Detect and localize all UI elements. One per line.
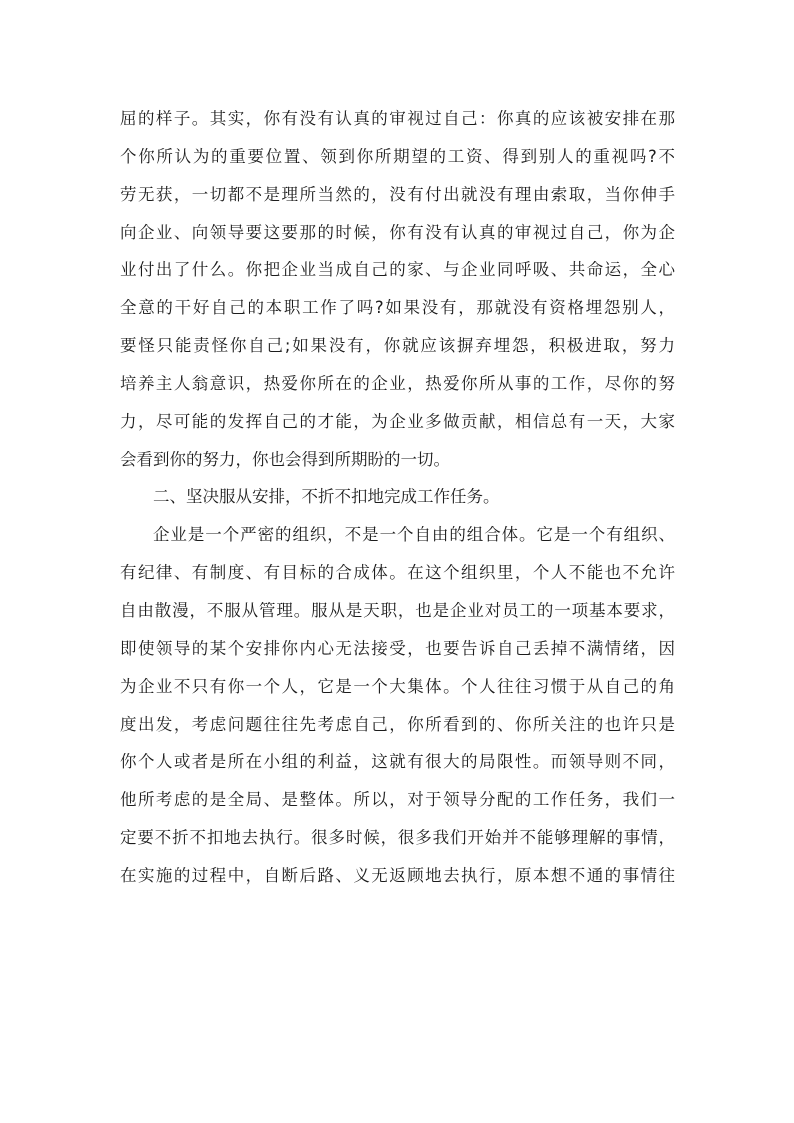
paragraph-1-line: 力，尽可能的发挥自己的才能，为企业多做贡献，相信总有一天，大家	[120, 411, 675, 431]
paragraph-2-line: 你个人或者是所在小组的利益，这就有很大的局限性。而领导则不同，	[120, 752, 675, 772]
paragraph-2-line: 自由散漫，不服从管理。服从是天职，也是企业对员工的一项基本要求，	[120, 600, 675, 620]
paragraph-1-line: 业付出了什么。你把企业当成自己的家、与企业同呼吸、共命运，全心	[120, 260, 675, 280]
paragraph-2-line: 定要不折不扣地去执行。很多时候，很多我们开始并不能够理解的事情，	[120, 828, 675, 848]
paragraph-2-line: 他所考虑的是全局、是整体。所以，对于领导分配的工作任务，我们一	[120, 790, 675, 810]
paragraph-1-line: 会看到你的努力，你也会得到所期盼的一切。	[120, 449, 450, 469]
paragraph-1-line: 向企业、向领导要这要那的时候，你有没有认真的审视过自己，你为企	[120, 222, 675, 242]
paragraph-1-line: 全意的干好自己的本职工作了吗?如果没有，那就没有资格埋怨别人，	[120, 298, 675, 318]
paragraph-2-line: 为企业不只有你一个人，它是一个大集体。个人往往习惯于从自己的角	[120, 676, 675, 696]
paragraph-2-line: 企业是一个严密的组织，不是一个自由的组合体。它是一个有组织、	[153, 525, 675, 545]
paragraph-1-line: 屈的样子。其实，你有没有认真的审视过自己：你真的应该被安排在那	[120, 109, 675, 128]
paragraph-1-line: 劳无获，一切都不是理所当然的，没有付出就没有理由索取，当你伸手	[120, 184, 675, 204]
paragraph-1-line: 要怪只能责怪你自己;如果没有，你就应该摒弃埋怨，积极进取，努力	[120, 336, 675, 356]
paragraph-2-line: 有纪律、有制度、有目标的合成体。在这个组织里，个人不能也不允许	[120, 563, 675, 583]
section-heading: 二、坚决服从安排，不折不扣地完成工作任务。	[153, 487, 500, 507]
paragraph-2-line: 即使领导的某个安排你内心无法接受，也要告诉自己丢掉不满情绪，因	[120, 638, 675, 658]
paragraph-2-line: 在实施的过程中，自断后路、义无返顾地去执行，原本想不通的事情往	[120, 865, 675, 885]
document-body	[120, 100, 675, 895]
paragraph-1-line: 个你所认为的重要位置、领到你所期望的工资、得到别人的重视吗?不	[120, 146, 675, 166]
paragraph-2-line: 度出发，考虑问题往往先考虑自己，你所看到的、你所关注的也许只是	[120, 714, 675, 734]
paragraph-1-line: 培养主人翁意识，热爱你所在的企业，热爱你所从事的工作，尽你的努	[120, 373, 675, 393]
